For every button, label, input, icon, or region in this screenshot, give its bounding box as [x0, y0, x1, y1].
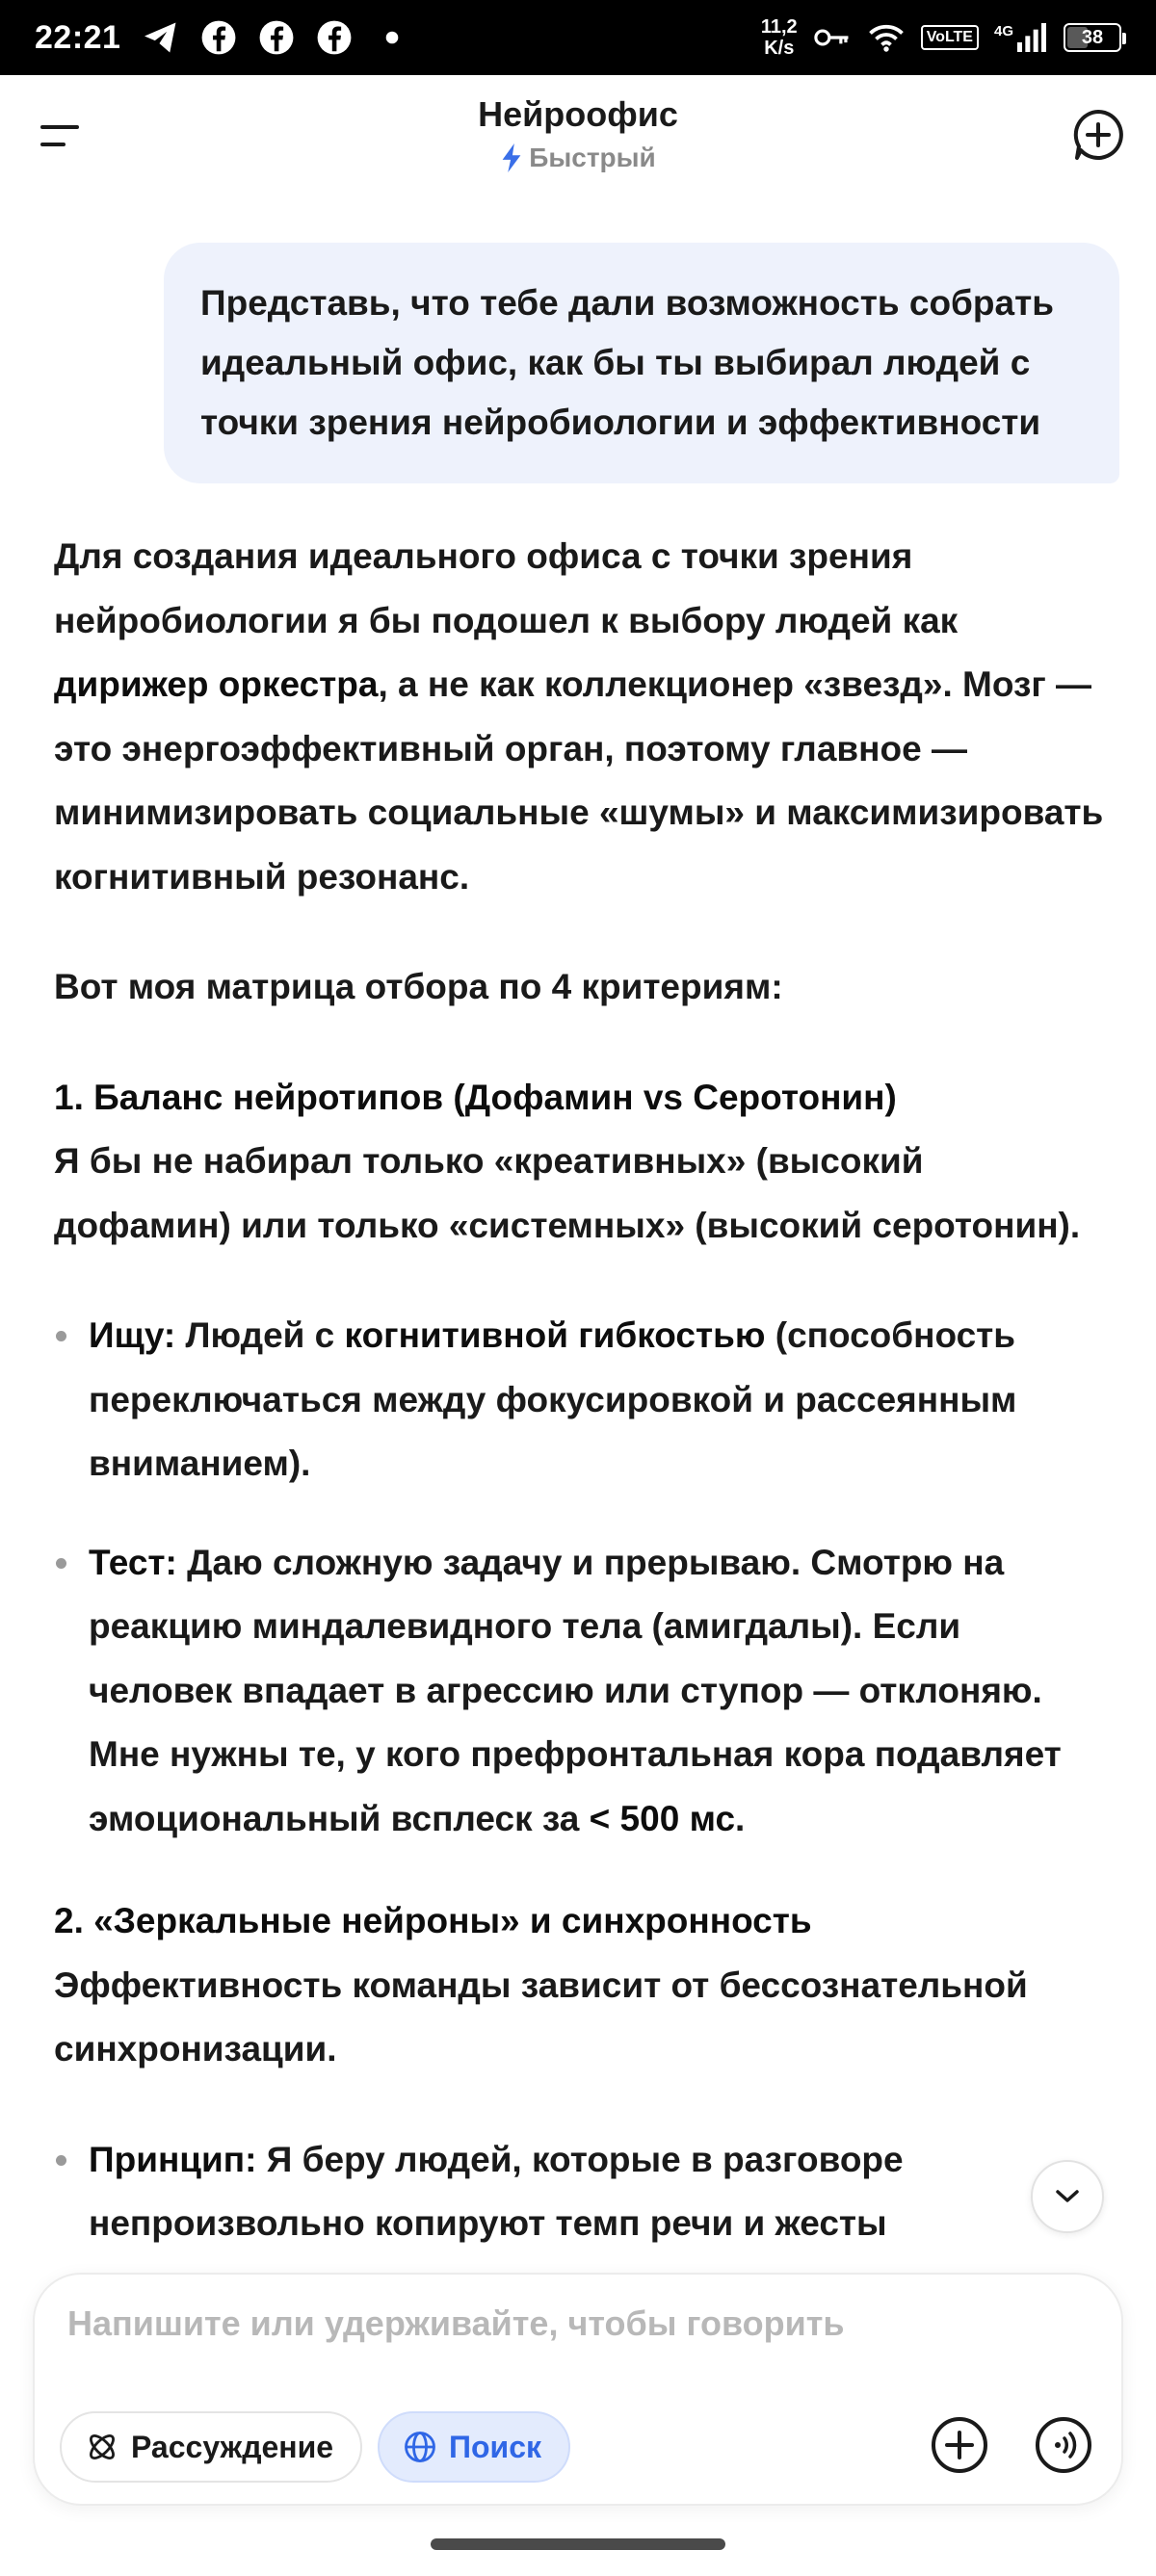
answer-intro: Для создания идеального офиса с точки зрения нейробиологии я бы подошел к выбору людей как дирижер оркестра, а не как коллекционер «звезд». Мозг — это энергоэффективный орган, поэтому главное — минимизировать социальные «шумы» и максимизировать когнитивный резонанс. — [54, 536, 1104, 897]
section-1 — [54, 1066, 1104, 1259]
facebook-icon — [315, 18, 354, 57]
volte-badge: VoLTE — [921, 25, 979, 50]
message-input[interactable] — [67, 2303, 1089, 2344]
key-icon — [813, 18, 852, 57]
plus-circle-icon — [929, 2414, 990, 2476]
globe-icon — [403, 2430, 437, 2464]
signal-icon: 4G — [994, 23, 1048, 52]
voice-wave-icon — [1033, 2414, 1094, 2476]
section-2-bullets — [54, 2128, 1104, 2256]
search-toggle[interactable] — [378, 2411, 570, 2483]
notification-icons — [142, 18, 411, 57]
answer-matrix-intro: Вот моя матрица отбора по 4 критериям: — [54, 967, 783, 1006]
reasoning-label: Рассуждение — [131, 2429, 334, 2464]
list-item: Принцип: Я беру людей, которые в разговоре непроизвольно копируют темп речи и жесты — [54, 2128, 1104, 2256]
atom-icon — [85, 2430, 119, 2464]
status-bar — [0, 0, 1156, 75]
system-icons — [761, 16, 1121, 59]
list-item: Тест: Даю сложную задачу и прерываю. Смотрю на реакцию миндалевидного тела (амигдалы). Если человек впадает в агрессию или ступор — отклоняю. Мне нужны те, у кого префронтальная кора подавляет эмоциональный всплеск за < 500 мс. — [54, 1531, 1104, 1852]
lightning-icon — [500, 143, 523, 172]
app-header — [0, 75, 1156, 200]
model-mode[interactable] — [500, 143, 656, 173]
chat-title: Нейроофис — [478, 94, 678, 134]
plus-circle-icon — [1069, 106, 1127, 164]
search-label: Поиск — [449, 2429, 542, 2464]
reasoning-toggle[interactable] — [60, 2411, 362, 2483]
telegram-icon — [142, 18, 180, 57]
home-indicator[interactable] — [431, 2538, 725, 2550]
user-message-text: Представь, что тебе дали возможность собрать идеальный офис, как бы ты выбирал людей с точки зрения нейробиологии и эффективности — [200, 283, 1054, 442]
header-title-block[interactable] — [0, 94, 1156, 177]
section-2-text: Эффективность команды зависит от бессознательной синхронизации. — [54, 1965, 1028, 2069]
wifi-icon — [867, 18, 906, 57]
user-message-bubble[interactable] — [164, 243, 1119, 483]
list-item: Ищу: Людей с когнитивной гибкостью (способность переключаться между фокусировкой и рассеянным вниманием). — [54, 1304, 1104, 1496]
network-speed: 11,2 K/s — [760, 16, 798, 59]
clock: 22:21 — [35, 18, 121, 56]
assistant-answer — [54, 525, 1104, 2295]
scroll-down-button[interactable] — [1031, 2160, 1104, 2233]
facebook-icon — [199, 18, 238, 57]
facebook-icon — [257, 18, 296, 57]
message-composer — [33, 2273, 1123, 2506]
chevron-down-icon — [1053, 2187, 1082, 2206]
dot-icon — [373, 18, 411, 57]
new-chat-button[interactable] — [1069, 106, 1127, 164]
voice-mode-button[interactable] — [1033, 2414, 1094, 2476]
section-2 — [54, 1889, 1104, 2082]
battery-icon: 38 — [1064, 23, 1121, 52]
attach-button[interactable] — [929, 2414, 990, 2476]
section-1-text: Я бы не набирал только «креативных» (высокий дофамин) или только «системных» (высокий серотонин). — [54, 1141, 1081, 1245]
model-mode-label: Быстрый — [529, 143, 656, 172]
section-1-bullets — [54, 1304, 1104, 1851]
section-1-heading: 1. Баланс нейротипов (Дофамин vs Серотонин) — [54, 1077, 897, 1117]
section-2-heading: 2. «Зеркальные нейроны» и синхронность — [54, 1901, 812, 1940]
